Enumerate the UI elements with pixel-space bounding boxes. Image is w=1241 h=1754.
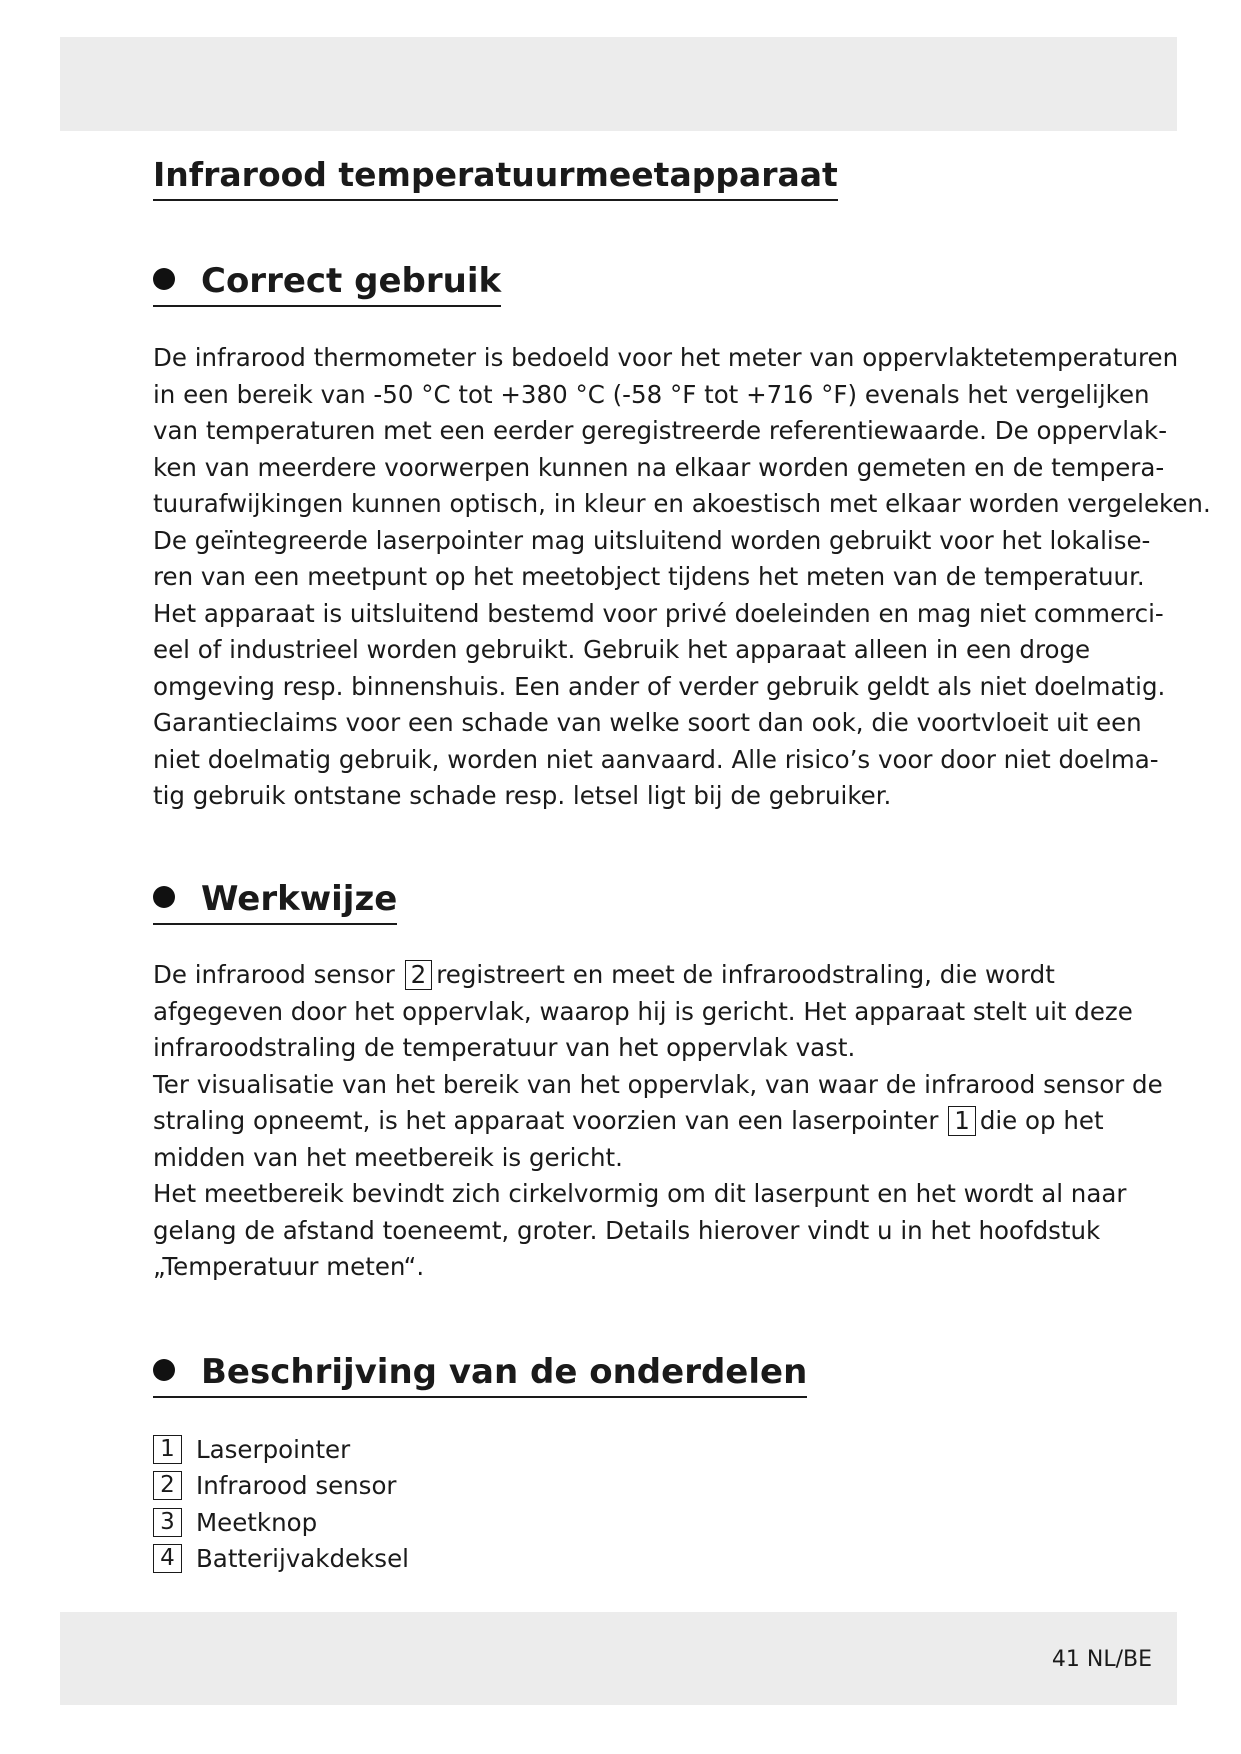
- text-line: Het apparaat is uitsluitend bestemd voor privé doeleinden en mag niet commerci-: [153, 598, 1164, 628]
- part-number-box: 1: [153, 1435, 182, 1464]
- text-line: in een bereik van -50 °C tot +380 °C (-58 °F tot +716 °F) evenals het vergelijken: [153, 379, 1150, 409]
- section-heading-beschrijving: [153, 1352, 807, 1398]
- part-number-box: 2: [153, 1471, 182, 1500]
- footer-band: [60, 1612, 1177, 1705]
- text-line: midden van het meetbereik is gericht.: [153, 1142, 623, 1172]
- section-heading-werkwijze: [153, 879, 397, 925]
- text-line: De infrarood thermometer is bedoeld voor het meter van oppervlaktetemperaturen: [153, 343, 1179, 372]
- text-line: infraroodstraling de temperatuur van het oppervlak vast.: [153, 1033, 856, 1062]
- text-line: niet doelmatig gebruik, worden niet aanvaard. Alle risico’s voor door niet doelma-: [153, 744, 1159, 774]
- text-line: tig gebruik ontstane schade resp. letsel ligt bij de gebruiker.: [153, 781, 892, 810]
- text-line: tuurafwijkingen kunnen optisch, in kleur en akoestisch met elkaar worden vergeleken.: [153, 489, 1211, 518]
- text-line: ken van meerdere voorwerpen kunnen na elkaar worden gemeten en de tempera-: [153, 452, 1165, 482]
- part-number-box: 3: [153, 1508, 182, 1537]
- heading-text: Beschrijving van de onderdelen: [201, 1352, 808, 1392]
- text-line: eel of industrieel worden gebruikt. Gebruik het apparaat alleen in een droge: [153, 635, 1091, 664]
- part-reference-box: 2: [405, 960, 433, 990]
- text-line: Garantieclaims voor een schade van welke soort dan ook, die voortvloeit uit een: [153, 708, 1142, 737]
- text-line: [153, 957, 1103, 994]
- text-line: Het meetbereik bevindt zich cirkelvormig om dit laserpunt en het wordt al naar: [153, 1179, 1127, 1208]
- text-line: gelang de afstand toeneemt, groter. Details hierover vindt u in het hoofdstuk: [153, 1215, 1101, 1245]
- text-line: De geïntegreerde laserpointer mag uitsluitend worden gebruikt voor het lokalise-: [153, 525, 1151, 555]
- text-line: „Temperatuur meten“.: [153, 1252, 425, 1281]
- list-item: [153, 1468, 409, 1505]
- bullet-icon: [153, 1359, 175, 1381]
- bullet-icon: [153, 886, 175, 908]
- text-line: Ter visualisatie van het bereik van het oppervlak, van waar de infrarood sensor de: [153, 1069, 1163, 1099]
- list-item: [153, 1431, 409, 1468]
- text-fragment: straling opneemt, is het apparaat voorzien van een laserpointer: [153, 1106, 939, 1135]
- text-line: afgegeven door het oppervlak, waarop hij is gericht. Het apparaat stelt uit deze: [153, 996, 1133, 1026]
- text-line: [153, 1103, 1103, 1140]
- text-line: van temperaturen met een eerder geregistreerde referentiewaarde. De oppervlak-: [153, 416, 1168, 445]
- part-reference-box: 1: [948, 1106, 976, 1136]
- list-item: [153, 1541, 409, 1578]
- text-line: omgeving resp. binnenshuis. Een ander of verder gebruik geldt als niet doelmatig.: [153, 671, 1166, 701]
- page-number: 41 NL/BE: [1051, 1647, 1152, 1672]
- part-number-box: 4: [153, 1544, 182, 1573]
- text-fragment: die op het: [979, 1106, 1104, 1135]
- text-line: ren van een meetpunt op het meetobject tijdens het meten van de temperatuur.: [153, 562, 1145, 591]
- part-label: Batterijvakdeksel: [196, 1544, 409, 1574]
- heading-text: Werkwijze: [201, 879, 398, 919]
- heading-text: Correct gebruik: [201, 261, 502, 301]
- section-heading-correct-gebruik: [153, 261, 501, 307]
- bullet-icon: [153, 268, 175, 290]
- part-label: Infrarood sensor: [196, 1471, 397, 1501]
- document-title: Infrarood temperatuurmeetapparaat: [153, 155, 838, 201]
- werkwijze-paragraph: [153, 957, 1163, 1286]
- list-item: [153, 1504, 409, 1541]
- text-fragment: registreert en meet de infraroodstraling, die wordt: [436, 960, 1055, 989]
- part-label: Laserpointer: [196, 1434, 351, 1464]
- text-fragment: De infrarood sensor: [153, 960, 395, 989]
- correct-gebruik-paragraph: [153, 340, 1211, 815]
- parts-list: [153, 1431, 409, 1577]
- part-label: Meetknop: [196, 1507, 318, 1537]
- header-band: [60, 37, 1177, 131]
